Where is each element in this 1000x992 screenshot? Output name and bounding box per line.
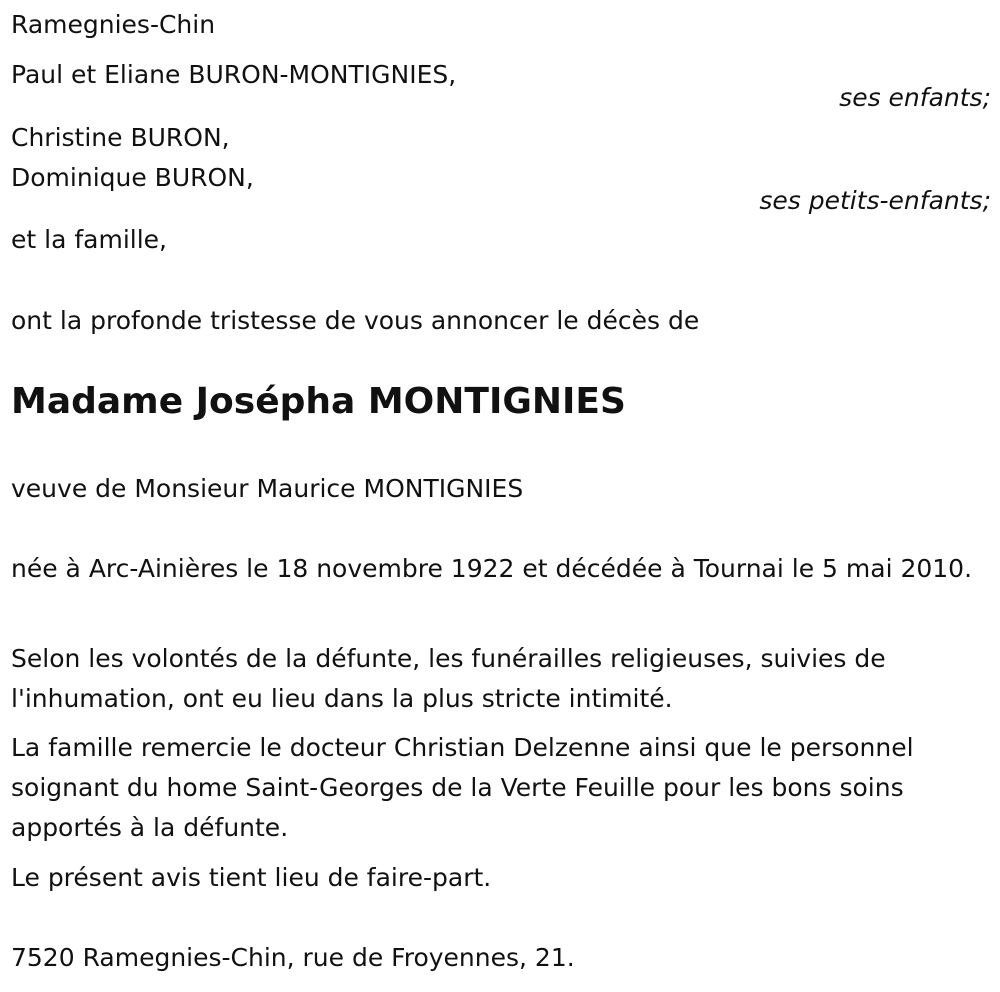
widow-of: veuve de Monsieur Maurice MONTIGNIES xyxy=(11,474,524,503)
locality-heading: Ramegnies-Chin xyxy=(11,10,216,39)
address-line: 7520 Ramegnies-Chin, rue de Froyennes, 21. xyxy=(11,943,575,972)
extended-family: et la famille, xyxy=(11,225,167,254)
thanks-paragraph: La famille remercie le docteur Christian Delzenne ainsi que le personnel soignant du home Saint-Georges de la Verte Feuille pour les bons soins apportés à la défunte. xyxy=(11,733,914,842)
grandchild-1: Christine BURON, xyxy=(11,123,230,152)
grandchild-2: Dominique BURON, xyxy=(11,163,254,192)
funeral-paragraph: Selon les volontés de la défunte, les funérailles religieuses, suivies de l'inhumation, ont eu lieu dans la plus stricte intimité. xyxy=(11,644,886,713)
announcement-intro: ont la profonde tristesse de vous annoncer le décès de xyxy=(11,306,700,335)
children-names: Paul et Eliane BURON-MONTIGNIES, xyxy=(11,60,457,89)
deceased-name: Madame Josépha MONTIGNIES xyxy=(11,381,626,422)
grandchildren-role: ses petits-enfants; xyxy=(759,186,991,215)
children-role: ses enfants; xyxy=(839,83,991,112)
obituary-notice xyxy=(11,0,991,992)
birth-death-paragraph: née à Arc-Ainières le 18 novembre 1922 et décédée à Tournai le 5 mai 2010. xyxy=(11,554,973,583)
notice-line: Le présent avis tient lieu de faire-part. xyxy=(11,863,492,892)
